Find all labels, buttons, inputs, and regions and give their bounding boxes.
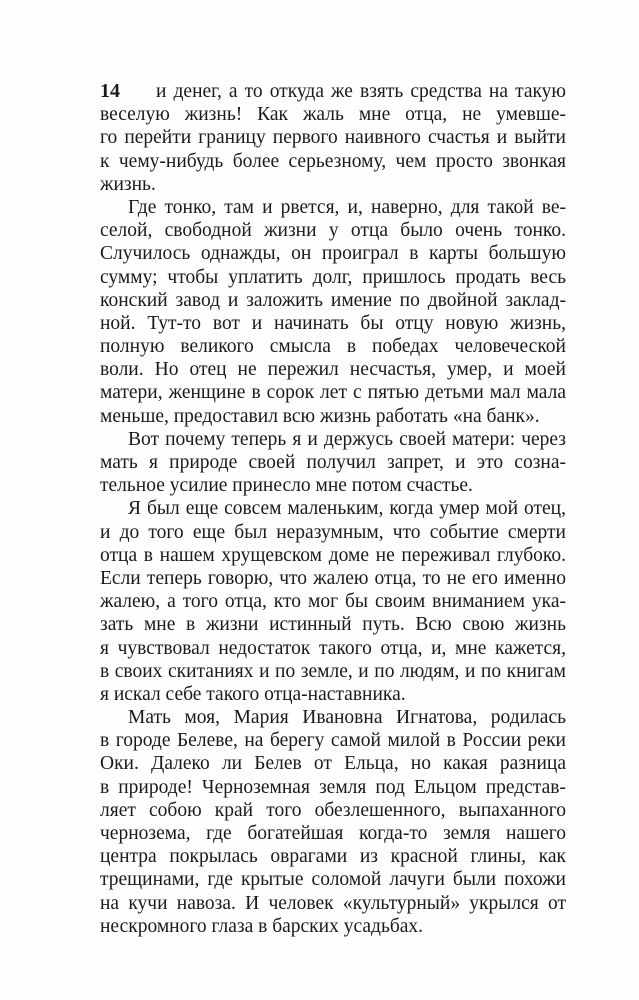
text-line: матери, женщине в сорок лет с пятью детьми мал мала: [100, 382, 566, 404]
text-line: Я был еще совсем маленьким, когда умер мой отец,: [128, 498, 566, 520]
text-line: к чему-нибудь более серьезному, чем просто звонкая: [100, 150, 566, 172]
page-number: 14: [100, 80, 120, 102]
text-line: Если теперь говорю, что жалею отца, то не его именно: [100, 567, 566, 589]
text-line: я искал себе такого отца-наставника.: [100, 683, 406, 705]
text-line: и денег, а то откуда же взять средства на такую: [156, 81, 566, 102]
text-line: мать я природе своей получил запрет, и это сознa-: [100, 452, 566, 473]
text-line: конский завод и заложить имение по двойной заклад-: [100, 289, 566, 311]
text-line: тельное усилие принесло мне потом счастье.: [100, 475, 473, 497]
text-line: центра покрылась оврагами из красной глины, как: [100, 846, 566, 868]
text-line: воли. Но отец не пережил несчастья, умер, и моей: [100, 359, 566, 381]
text-line: Где тонко, там и рвется, и, наверно, для такой ве-: [128, 196, 566, 218]
text-line: в городе Белеве, на берегу самой милой в России реки: [100, 730, 566, 752]
text-line: меньше, предоставил всю жизнь работать «на банк».: [100, 405, 540, 427]
text-line: в своих скитаниях и по земле, и по людям, и по книгам: [100, 660, 566, 682]
text-line: ной. Тут-то вот и начинать бы отцу новую жизнь,: [100, 312, 566, 334]
text-line: трещинами, где крытые соломой лачуги были похожи: [100, 869, 566, 891]
text-line: го перейти границу первого наивного счастья и выйти: [100, 127, 566, 149]
text-line: отца в нашем хрущевском доме не переживал глубоко.: [100, 544, 566, 566]
text-line: селой, свободной жизни у отца было очень тонко.: [100, 220, 566, 242]
text-line: веселую жизнь! Как жаль мне отца, не умевше-: [100, 104, 566, 126]
text-line: жизнь.: [100, 173, 156, 195]
text-line: жалею, а того отца, кто мог бы своим вниманием ука-: [100, 591, 566, 613]
text-line: чернозема, где богатейшая когда-то земля нашего: [100, 823, 566, 844]
text-line: сумму; чтобы уплатить долг, пришлось продать весь: [100, 266, 566, 288]
text-line: ляет собою край того обезлешенного, выпаханного: [100, 799, 566, 821]
text-line: в природе! Черноземная земля под Ельцом представ-: [100, 776, 566, 798]
text-line: полную великого смысла в победах человеческой: [100, 336, 566, 358]
text-line: Оки. Далеко ли Белев от Ельца, но какая разница: [100, 753, 566, 775]
text-line: Случилось однажды, он проиграл в карты большую: [100, 243, 566, 265]
text-line: Вот почему теперь я и держусь своей матери: через: [128, 428, 566, 450]
text-line: я чувствовал недостаток такого отца, и, мне кажется,: [100, 637, 566, 659]
text-line: и до того еще был неразумным, что событие смерти: [100, 521, 566, 543]
text-line: на кучи навоза. И человек «культурный» укрылся от: [100, 892, 566, 914]
text-line: нескромного глаза в барских усадьбах.: [100, 915, 424, 937]
text-line: Мать моя, Мария Ивановна Игнатова, родилась: [128, 707, 566, 729]
text-line: зать мне в жизни истинный путь. Всю свою жизнь: [100, 614, 566, 636]
body-text: [100, 80, 566, 938]
